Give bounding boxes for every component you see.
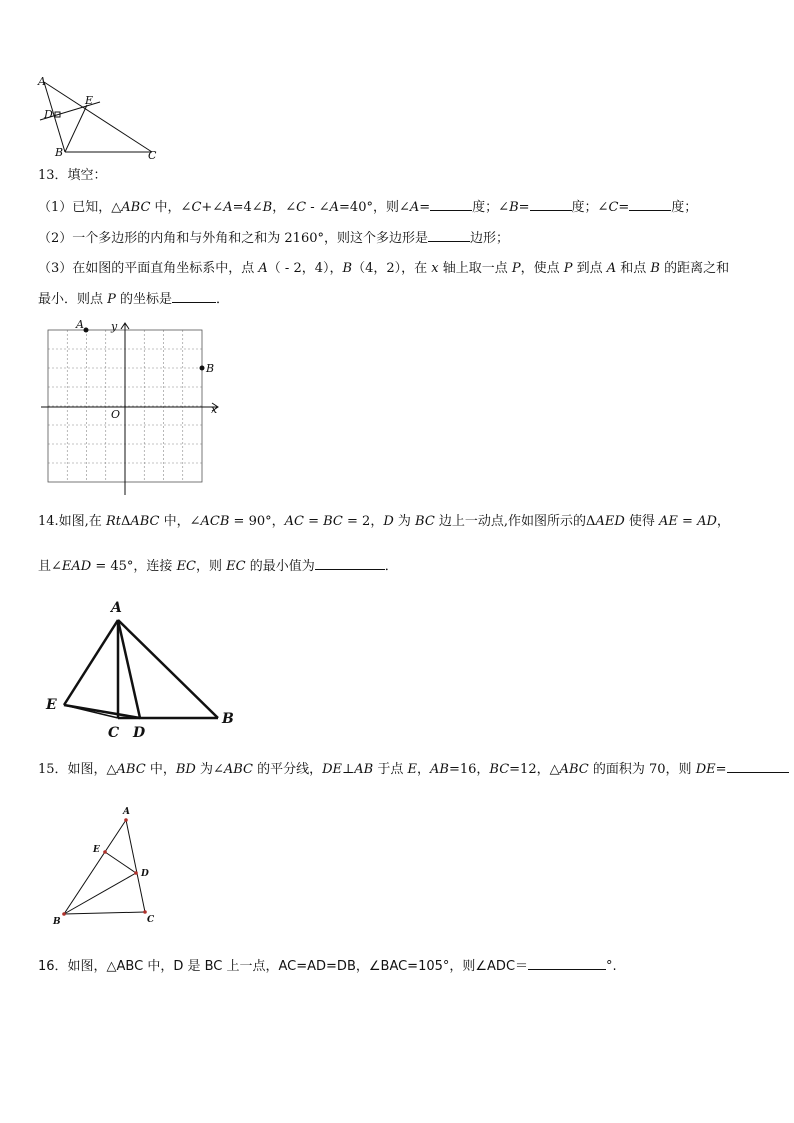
fig14-label-b: B: [222, 711, 234, 727]
figure-q12: [30, 70, 170, 165]
answer-blank-ec-min[interactable]: [315, 557, 385, 570]
q16-line1: 16．如图，△ABC 中，D 是 BC 上一点，AC=AD=DB，∠BAC=105°，则∠ADC＝ °.: [38, 959, 617, 974]
fig12-label-b: B: [55, 146, 64, 159]
grid-label-y: y: [111, 320, 118, 333]
answer-blank-angle-b[interactable]: [530, 198, 572, 211]
fig15-label-e: E: [93, 845, 100, 855]
fig12-label-a: A: [38, 75, 46, 88]
point-a-marker: [84, 328, 89, 333]
fig14-label-a: A: [111, 600, 122, 616]
answer-blank-polygon[interactable]: [428, 229, 470, 242]
fig15-label-a: A: [123, 807, 130, 817]
fig15-label-d: D: [141, 869, 149, 879]
q13-part1: （1）已知，△ABC 中，∠C+∠A=4∠B，∠C - ∠A=40°，则∠A= 度；∠B= 度；∠C= 度；: [38, 200, 698, 215]
point-b-marker: [200, 366, 205, 371]
grid-label-b: B: [206, 362, 215, 375]
figure-q15: [48, 800, 168, 930]
q14-line2: 且∠EAD = 45°，连接 EC，则 EC 的最小值为 ．: [38, 559, 398, 574]
fig12-label-e: E: [85, 94, 94, 107]
fig14-label-e: E: [46, 697, 57, 713]
coordinate-grid-figure: [38, 315, 228, 500]
q13-part3-line2: 最小．则点 P 的坐标是 ．: [38, 292, 230, 307]
fig15-label-b: B: [53, 917, 61, 927]
q14-line1: 14.如图,在 RtΔABC 中，∠ACB = 90°，AC = BC = 2，D 为 BC 边上一动点,作如图所示的ΔAED 使得 AE = AD，: [38, 514, 730, 529]
fig15-label-c: C: [147, 915, 155, 925]
answer-blank-angle-c[interactable]: [629, 198, 671, 211]
grid-label-o: O: [111, 408, 121, 421]
q15-line1: 15．如图，△ABC 中，BD 为∠ABC 的平分线，DE⊥AB 于点 E，AB=16，BC=12，△ABC 的面积为 70，则 DE=: [38, 760, 789, 779]
fig12-label-d: D: [44, 108, 53, 121]
fig14-label-c: C: [108, 725, 120, 741]
answer-blank-adc[interactable]: [528, 957, 606, 970]
fig14-label-d: D: [133, 725, 146, 741]
figure-q14: [40, 598, 240, 743]
answer-blank-angle-a[interactable]: [430, 198, 472, 211]
grid-label-a: A: [76, 318, 84, 331]
answer-blank-de[interactable]: [727, 760, 789, 773]
grid-label-x: x: [211, 403, 218, 416]
q13-part2: （2）一个多边形的内角和与外角和之和为 2160°，则这个多边形是 边形；: [38, 231, 510, 246]
answer-blank-point-p[interactable]: [172, 290, 216, 303]
q13-heading: 13．填空：: [38, 168, 107, 183]
q13-part3-line1: （3）在如图的平面直角坐标系中，点 A（ - 2，4），B（4，2），在 x 轴上取一点 P，使点 P 到点 A 和点 B 的距离之和: [38, 261, 730, 276]
fig12-label-c: C: [148, 149, 157, 162]
